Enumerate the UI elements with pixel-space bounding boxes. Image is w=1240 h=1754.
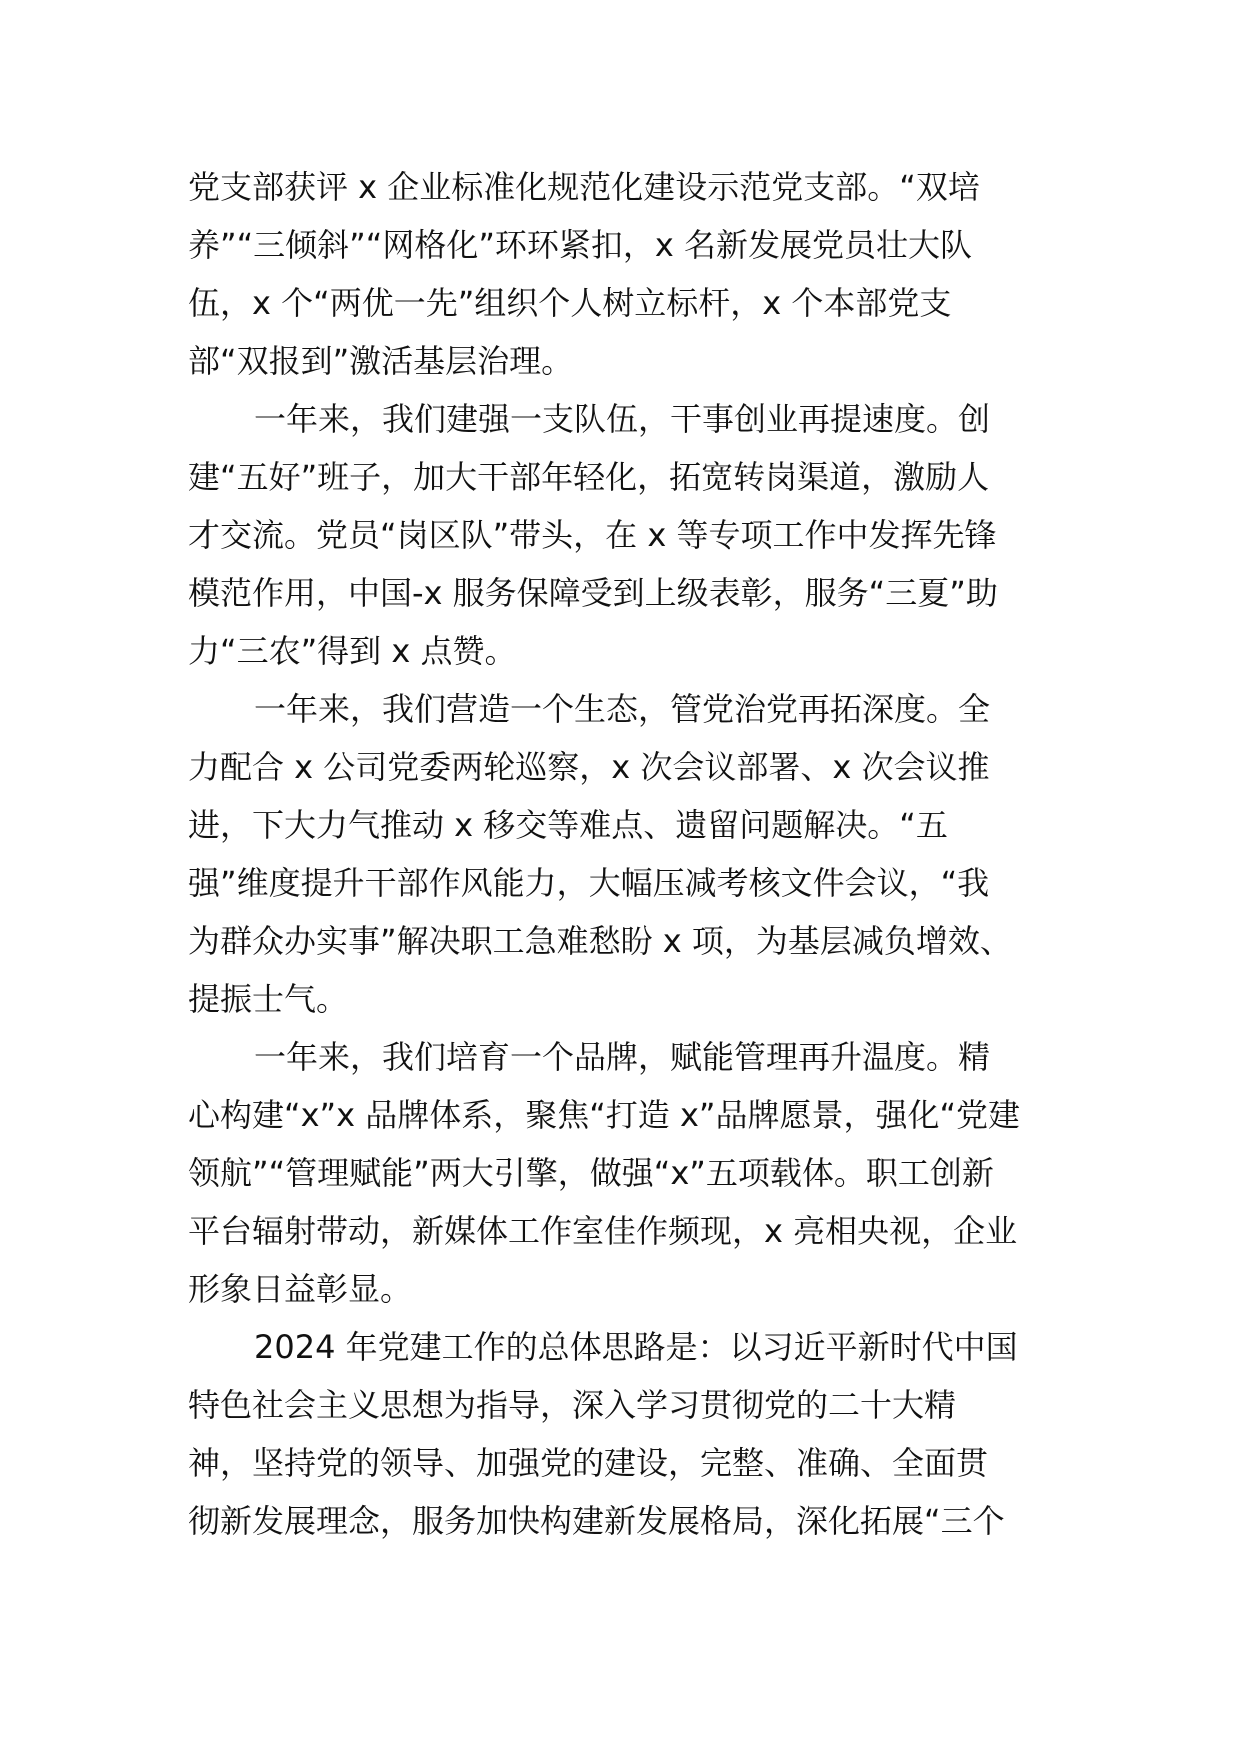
paragraph-first-line: 一年来，我们营造一个生态，管党治党再拓深度。全: [254, 690, 991, 728]
text-line: 党支部获评 x 企业标准化规范化建设示范党支部。“双培: [188, 168, 980, 206]
paragraph-first-line: 一年来，我们培育一个品牌，赋能管理再升温度。精: [254, 1038, 991, 1076]
text-line: 神，坚持党的领导、加强党的建设，完整、准确、全面贯: [188, 1444, 989, 1482]
text-line: 为群众办实事”解决职工急难愁盼 x 项，为基层减负增效、: [188, 922, 1012, 960]
paragraph-first-line: 2024 年党建工作的总体思路是：以习近平新时代中国: [254, 1328, 1018, 1366]
text-line: 伍，x 个“两优一先”组织个人树立标杆，x 个本部党支: [188, 284, 952, 322]
text-line: 建“五好”班子，加大干部年轻化，拓宽转岗渠道，激励人: [188, 458, 990, 496]
text-line: 心构建“x”x 品牌体系，聚焦“打造 x”品牌愿景，强化“党建: [188, 1096, 1021, 1134]
text-line: 进，下大力气推动 x 移交等难点、遗留问题解决。“五: [188, 806, 948, 844]
document-body: [188, 158, 1068, 1550]
text-line: 强”维度提升干部作风能力，大幅压减考核文件会议，“我: [188, 864, 990, 902]
text-line: 彻新发展理念，服务加快构建新发展格局，深化拓展“三个: [188, 1502, 1005, 1540]
text-line: 才交流。党员“岗区队”带头，在 x 等专项工作中发挥先锋: [188, 516, 997, 554]
text-line: 平台辐射带动，新媒体工作室佳作频现，x 亮相央视，企业: [188, 1212, 1018, 1250]
text-line: 力配合 x 公司党委两轮巡察，x 次会议部署、x 次会议推: [188, 748, 990, 786]
text-line: 模范作用，中国-x 服务保障受到上级表彰，服务“三夏”助: [188, 574, 998, 612]
text-line: 领航”“管理赋能”两大引擎，做强“x”五项载体。职工创新: [188, 1154, 994, 1192]
text-line: 特色社会主义思想为指导，深入学习贯彻党的二十大精: [188, 1386, 957, 1424]
text-line: 力“三农”得到 x 点赞。: [188, 632, 517, 670]
text-line: 养”“三倾斜”“网格化”环环紧扣，x 名新发展党员壮大队: [188, 226, 973, 264]
paragraph-first-line: 一年来，我们建强一支队伍，干事创业再提速度。创: [254, 400, 991, 438]
text-line: 提振士气。: [188, 980, 349, 1018]
text-line: 部“双报到”激活基层治理。: [188, 342, 574, 380]
text-line: 形象日益彰显。: [188, 1270, 413, 1308]
